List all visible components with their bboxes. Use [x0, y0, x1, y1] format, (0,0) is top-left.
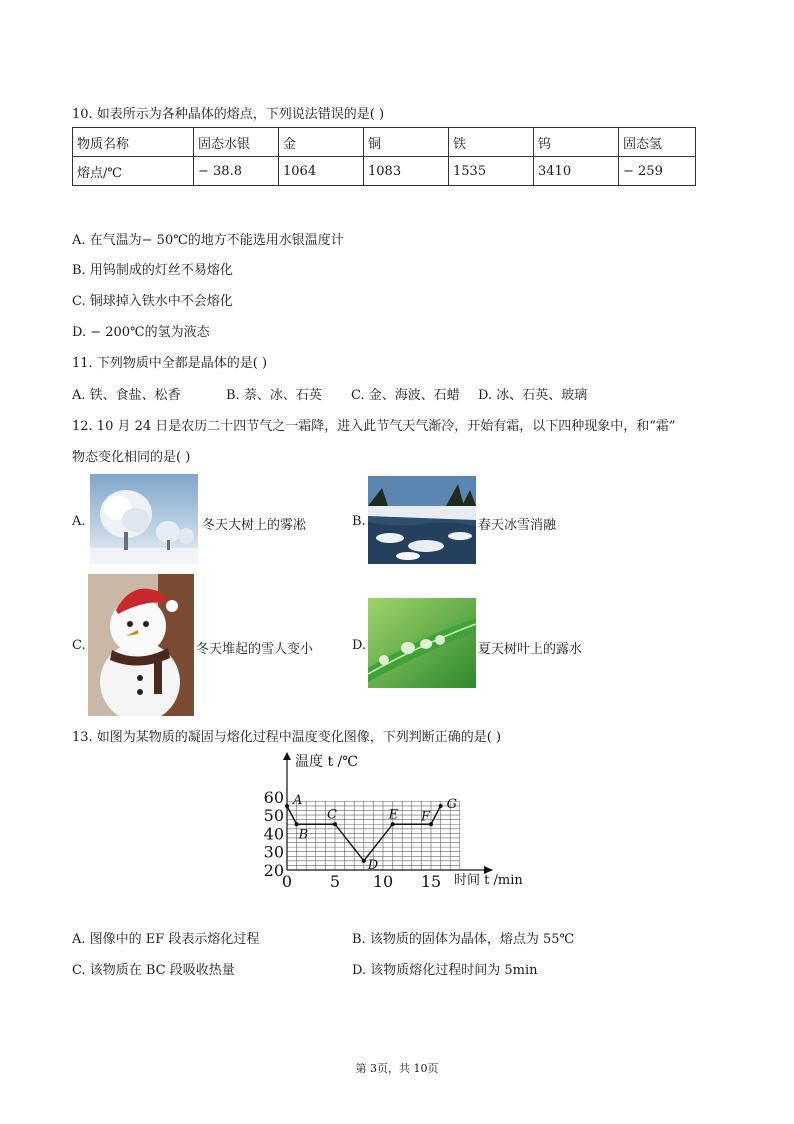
y-tick-label: 40 [263, 824, 284, 844]
data-point [333, 822, 337, 826]
y-tick-label: 30 [263, 842, 284, 862]
melting-snow-image [368, 476, 476, 564]
point-label: E [388, 807, 399, 823]
x-axis-label: 时间 t /min [454, 873, 523, 888]
q12-stem-line1: 12. 10 月 24 日是农历二十四节气之一霜降，进入此节气天气渐冷，开始有霜，以下四种现象中，和“霜” [72, 419, 676, 434]
q12-option-b-text: 春天冰雪消融 [478, 518, 557, 533]
q12-option-d-text: 夏天树叶上的露水 [478, 642, 583, 657]
x-tick-label: 10 [372, 872, 394, 891]
frost-tree-image [90, 474, 198, 564]
table-cell: 1064 [279, 157, 364, 186]
q12-option-a-text: 冬天大树上的雾凇 [202, 518, 307, 533]
q12-option-a-letter: A. [72, 514, 86, 529]
data-point [439, 804, 443, 808]
x-tick-label: 0 [281, 872, 293, 891]
temperature-time-chart [256, 746, 546, 898]
point-label: F [421, 809, 431, 825]
table-cell: 熔点/℃ [73, 157, 194, 186]
page-footer: 第 3页，共 10页 [355, 1062, 439, 1075]
point-label: D [367, 857, 379, 873]
y-axis-arrow [283, 752, 291, 760]
data-point [391, 822, 395, 826]
table-row [73, 157, 696, 186]
dew-leaf-image [368, 598, 476, 688]
q13-stem: 13. 如图为某物质的凝固与熔化过程中温度变化图像，下列判断正确的是( ) [72, 730, 502, 745]
table-cell: 铜 [364, 128, 449, 157]
snowman-image [88, 574, 194, 716]
q13-option-c: C. 该物质在 BC 段吸收热量 [72, 963, 235, 978]
point-label: B [298, 827, 309, 843]
point-label: G [446, 796, 457, 812]
q13-option-a: A. 图像中的 EF 段表示熔化过程 [72, 932, 260, 947]
y-axis-label: 温度 t /℃ [295, 754, 358, 770]
q10-option-d: D. − 200℃的氢为液态 [72, 325, 210, 340]
table-cell: 1083 [364, 157, 449, 186]
table-cell: 固态氢 [619, 128, 696, 157]
q11-option-a: A. 铁、食盐、松香 [72, 388, 181, 403]
q12-option-b-letter: B. [352, 514, 366, 529]
q11-option-d: D. 冰、石英、玻璃 [478, 388, 588, 403]
melting-point-table [72, 127, 696, 186]
q12-option-d-letter: D. [352, 638, 367, 653]
y-tick-label: 20 [263, 861, 284, 880]
table-cell: 固态水银 [194, 128, 279, 157]
table-cell: − 259 [619, 157, 696, 186]
table-cell: − 38.8 [194, 157, 279, 186]
q11-option-c: C. 金、海波、石蜡 [351, 388, 460, 403]
x-tick-label: 15 [420, 872, 442, 891]
table-cell: 钨 [534, 128, 619, 157]
q10-option-c: C. 铜球掉入铁水中不会熔化 [72, 294, 233, 309]
y-tick-label: 60 [263, 787, 284, 807]
q10-stem: 10. 如表所示为各种晶体的熔点，下列说法错误的是( ) [72, 107, 385, 122]
q11-option-b: B. 萘、冰、石英 [226, 388, 322, 403]
table-cell: 1535 [449, 157, 534, 186]
data-point [295, 822, 299, 826]
point-label: C [327, 807, 337, 823]
q12-option-c-text: 冬天堆起的雪人变小 [196, 642, 314, 657]
q10-option-a: A. 在气温为− 50℃的地方不能选用水银温度计 [72, 233, 344, 248]
table-cell: 金 [279, 128, 364, 157]
point-label: A [293, 792, 303, 808]
q13-option-b: B. 该物质的固体为晶体，熔点为 55℃ [352, 932, 575, 947]
table-cell: 铁 [449, 128, 534, 157]
q12-stem-line2: 物态变化相同的是( ) [72, 450, 191, 465]
data-point [285, 804, 289, 808]
data-point [362, 859, 366, 863]
q13-option-d: D. 该物质熔化过程时间为 5min [352, 963, 538, 978]
x-tick-label: 5 [329, 872, 341, 891]
table-cell: 3410 [534, 157, 619, 186]
y-tick-label: 50 [263, 806, 284, 826]
table-row [73, 128, 696, 157]
table-cell: 物质名称 [73, 128, 194, 157]
q12-option-c-letter: C. [72, 638, 86, 653]
q11-stem: 11. 下列物质中全都是晶体的是( ) [72, 356, 268, 371]
q10-option-b: B. 用钨制成的灯丝不易熔化 [72, 263, 233, 278]
